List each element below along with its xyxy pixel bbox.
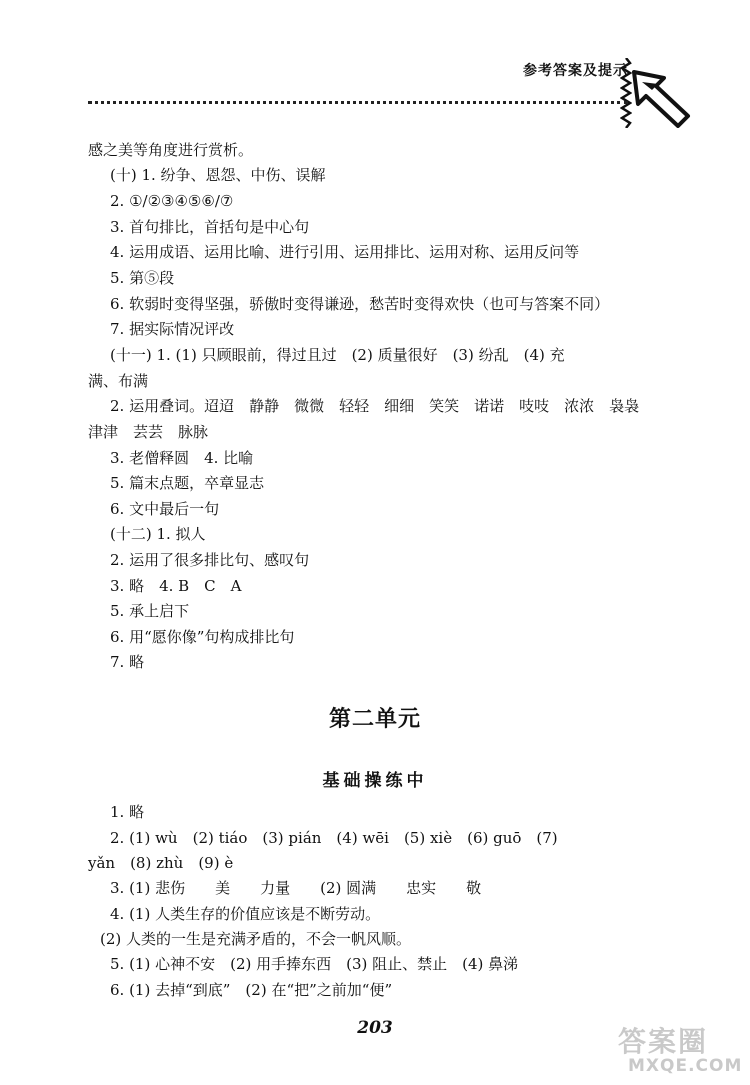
answer-line: 4. 运用成语、运用比喻、进行引用、运用排比、运用对称、运用反问等 bbox=[110, 243, 580, 261]
answer-line: 7. 据实际情况评改 bbox=[110, 320, 235, 338]
answer-line: 2. 运用了很多排比句、感叹句 bbox=[110, 551, 310, 569]
section-title: 基础操练中 bbox=[322, 771, 428, 791]
watermark-logo bbox=[618, 1020, 743, 1080]
answer-line: 6. (1) 去掉“到底” (2) 在“把”之前加“便” bbox=[110, 981, 393, 999]
answer-line: 2. 运用叠词。迢迢 静静 微微 轻轻 细细 笑笑 诺诺 吱吱 浓浓 袅袅 bbox=[110, 397, 640, 415]
answer-line: 2. (1) wù (2) tiáo (3) pián (4) wēi (5) xiè (6) guō (7) bbox=[110, 829, 558, 847]
answer-line: 5. 篇末点题，卒章显志 bbox=[110, 474, 265, 492]
answer-line: 6. 软弱时变得坚强，骄傲时变得谦逊，愁苦时变得欢快（也可与答案不同） bbox=[110, 295, 610, 313]
answer-line: 3. 略 4. B C A bbox=[110, 577, 242, 595]
answer-line: 3. 老僧释圆 4. 比喻 bbox=[110, 449, 254, 467]
header-dotted-rule bbox=[88, 101, 628, 104]
answer-line: 1. 略 bbox=[110, 803, 145, 821]
answer-line: yǎn (8) zhù (9) è bbox=[88, 854, 234, 872]
answer-line: (十二) 1. 拟人 bbox=[110, 525, 206, 543]
answer-line: 6. 用“愿你像”句构成排比句 bbox=[110, 628, 295, 646]
answer-line: 5. (1) 心神不安 (2) 用手捧东西 (3) 阻止、禁止 (4) 鼻涕 bbox=[110, 955, 519, 973]
answer-line: 4. (1) 人类生存的价值应该是不断劳动。 bbox=[110, 905, 381, 923]
answer-line: 3. (1) 悲伤 美 力量 (2) 圆满 忠实 敬 bbox=[110, 879, 482, 897]
watermark-url: MXQE.COM bbox=[628, 1056, 743, 1076]
answer-line: (十) 1. 纷争、恩怨、中伤、误解 bbox=[110, 166, 326, 184]
answer-line: 2. ①/②③④⑤⑥/⑦ bbox=[110, 192, 234, 210]
answer-line: 5. 承上启下 bbox=[110, 602, 190, 620]
answer-line: 感之美等角度进行赏析。 bbox=[88, 141, 254, 159]
answer-line: 3. 首句排比，首括句是中心句 bbox=[110, 218, 310, 236]
answer-line: 满、布满 bbox=[88, 372, 149, 390]
watermark-text: 答案圈 bbox=[618, 1025, 709, 1058]
answer-line: 5. 第⑤段 bbox=[110, 269, 175, 287]
answer-line: (十一) 1. (1) 只顾眼前，得过且过 (2) 质量很好 (3) 纷乱 (4) 充 bbox=[110, 346, 565, 364]
answer-line: (2) 人类的一生是充满矛盾的，不会一帆风顺。 bbox=[100, 930, 412, 948]
arrow-pointer-icon bbox=[630, 68, 692, 128]
answer-line: 6. 文中最后一句 bbox=[110, 500, 220, 518]
unit-title: 第二单元 bbox=[328, 707, 421, 732]
answer-line: 7. 略 bbox=[110, 653, 145, 671]
header-title: 参考答案及提示 bbox=[523, 63, 628, 79]
page-number: 203 bbox=[357, 1018, 393, 1038]
answer-line: 津津 芸芸 脉脉 bbox=[88, 423, 209, 441]
